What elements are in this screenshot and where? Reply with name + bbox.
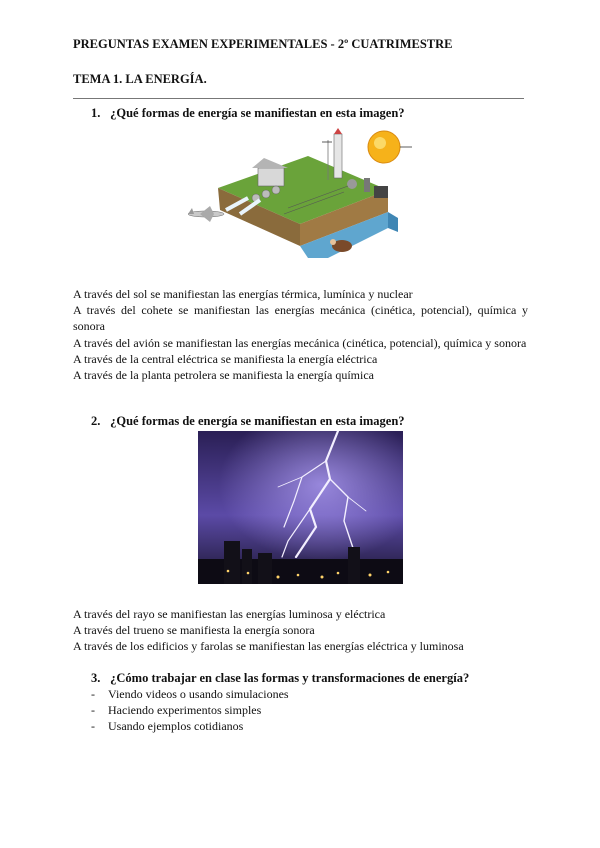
airplane-icon: [188, 206, 224, 222]
question-2-text: ¿Qué formas de energía se manifiestan en esta imagen?: [110, 414, 405, 428]
answer-text: A través del sol se manifiestan las energías térmica, lumínica y nuclear: [73, 287, 413, 301]
list-item: [91, 702, 289, 718]
answer-text: A través del cohete se manifiestan las energías mecánica (cinética, potencial), química y sonora: [73, 303, 528, 334]
question-2-answers: [73, 606, 528, 655]
question-1-number: 1.: [91, 106, 101, 120]
list-item-text: Haciendo experimentos simples: [108, 703, 262, 718]
energy-landscape-illustration: [188, 128, 416, 262]
answer-text: A través del trueno se manifiesta la energía sonora: [73, 623, 315, 638]
question-2-number: 2.: [91, 414, 101, 428]
question-3-text: ¿Cómo trabajar en clase las formas y transformaciones de energía?: [110, 671, 470, 685]
list-item: [91, 718, 289, 734]
bullet-marker: -: [91, 719, 95, 734]
section-heading: TEMA 1. LA ENERGÍA.: [73, 72, 207, 86]
bullet-marker: -: [91, 703, 95, 718]
document-title: PREGUNTAS EXAMEN EXPERIMENTALES - 2º CUATRIMESTRE: [73, 37, 453, 51]
question-3-bullets: [91, 686, 289, 735]
list-item-text: Usando ejemplos cotidianos: [108, 719, 244, 734]
answer-text: A través de la central eléctrica se manifiesta la energía eléctrica: [73, 351, 378, 366]
lightning-storm-photo: [198, 431, 403, 584]
question-1: [91, 106, 405, 121]
answer-text: A través del rayo se manifiestan las energías luminosa y eléctrica: [73, 607, 386, 621]
answer-text: A través del avión se manifiestan las energías mecánica (cinética, potencial), química y sonora: [73, 335, 527, 350]
bullet-marker: -: [91, 687, 95, 701]
question-1-text: ¿Qué formas de energía se manifiestan en esta imagen?: [110, 106, 405, 120]
sun-icon: [368, 131, 412, 163]
question-3: [91, 671, 469, 686]
question-3-number: 3.: [91, 671, 101, 685]
answer-text: A través de la planta petrolera se manifiesta la energía química: [73, 368, 374, 383]
answer-text: A través de los edificios y farolas se manifiestan las energías eléctrica y luminosa: [73, 639, 464, 654]
heading-divider: [73, 98, 524, 99]
question-2: [91, 414, 405, 429]
list-item-text: Viendo videos o usando simulaciones: [108, 687, 289, 701]
list-item: [91, 686, 289, 702]
question-1-answers: [73, 286, 528, 383]
